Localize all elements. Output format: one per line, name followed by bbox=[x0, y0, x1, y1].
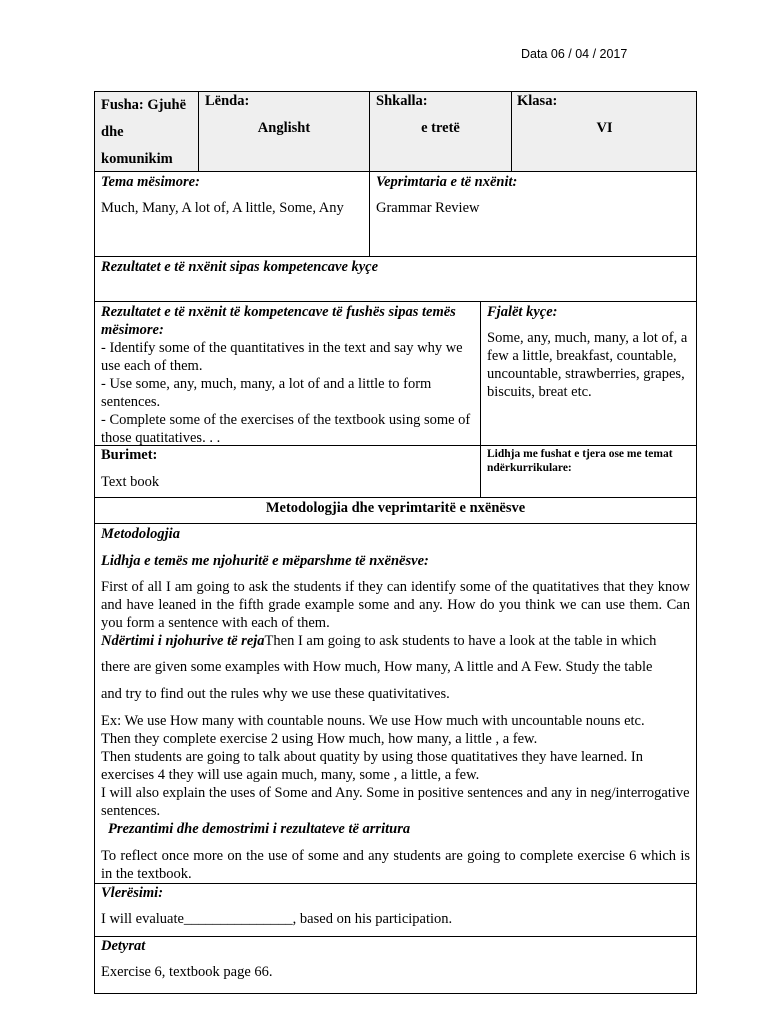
ndertimi-text2: there are given some examples with How much, How many, A little and A Few. Study the table bbox=[101, 659, 653, 675]
header-row bbox=[94, 91, 697, 172]
burimet-row bbox=[94, 445, 697, 498]
metodologjia-label: Metodologjia bbox=[101, 526, 180, 542]
rezultatet-kyce-row bbox=[94, 256, 697, 302]
vleresimi-label: Vlerësimi: bbox=[101, 885, 164, 901]
fjalet-kyce-label: Fjalët kyçe: bbox=[487, 304, 558, 320]
lenda-label: Lënda: bbox=[205, 93, 250, 109]
vleresimi-row bbox=[94, 883, 697, 937]
detyrat-row bbox=[94, 936, 697, 994]
rezultatet-kyce-label: Rezultatet e të nxënit sipas kompetencave kyçe bbox=[101, 259, 379, 275]
ex-line: I will also explain the uses of Some and Any. Some in positive sentences and any in neg/interrogative sentences. bbox=[101, 785, 690, 819]
rezultatet-item: - Use some, any, much, many, a lot of and a little to form sentences. bbox=[101, 376, 432, 410]
burimet-label: Burimet: bbox=[101, 447, 158, 463]
klasa-label: Klasa: bbox=[517, 93, 558, 109]
rezultatet-fushes-row bbox=[94, 301, 697, 446]
veprimtaria-label: Veprimtaria e të nxënit: bbox=[376, 174, 518, 190]
prezantimi-text: To reflect once more on the use of some and any students are going to complete exercise 6 which is in the textbook. bbox=[101, 848, 690, 882]
metodologjia-row bbox=[94, 523, 697, 884]
rezultatet-item: - Complete some of the exercises of the textbook using some of those quatitatives. . . bbox=[101, 412, 471, 446]
ndertimi-text: Then I am going to ask students to have a look at the table in which bbox=[264, 633, 657, 649]
shkalla-label: Shkalla: bbox=[376, 93, 428, 109]
veprimtaria-value: Grammar Review bbox=[376, 200, 480, 216]
metodologjia-content bbox=[101, 524, 690, 883]
burimet-value: Text book bbox=[101, 474, 160, 490]
vleresimi-value: I will evaluate_______________, based on his participation. bbox=[101, 911, 453, 927]
rezultatet-fushes-cell bbox=[101, 303, 475, 447]
prezantimi-label: Prezantimi dhe demostrimi i rezultateve të arritura bbox=[108, 821, 411, 837]
rezultatet-fushes-label: Rezultatet e të nxënit të kompetencave të fushës sipas temës mësimore: bbox=[101, 304, 456, 338]
ex-line: Then they complete exercise 2 using How much, how many, a little , a few. bbox=[101, 731, 538, 747]
detyrat-value: Exercise 6, textbook page 66. bbox=[101, 964, 273, 980]
metodologjia-title-row bbox=[94, 497, 697, 524]
paragraph-intro: First of all I am going to ask the students if they can identify some of the quatitatives that they know and have leaned in the fifth grade example some and any. How do you think we can use them. Can you form a sentence with each of them. bbox=[101, 579, 690, 631]
detyrat-label: Detyrat bbox=[101, 938, 146, 954]
rezultatet-item: - Identify some of the quantitatives in the text and say why we use each of them. bbox=[101, 340, 463, 374]
lidhja-fushat-label: Lidhja me fushat e tjera ose me temat ndërkurrikulare: bbox=[487, 448, 673, 474]
klasa-value: VI bbox=[596, 120, 613, 136]
tema-row bbox=[94, 171, 697, 257]
fusha-cell: Fusha: Gjuhë dhe komunikim bbox=[101, 97, 187, 167]
ndertimi-text3: and try to find out the rules why we use these quativitatives. bbox=[101, 686, 450, 702]
date-label: Data 06 / 04 / 2017 bbox=[521, 47, 628, 61]
tema-value: Much, Many, A lot of, A little, Some, Any bbox=[101, 200, 344, 216]
lidhja-label: Lidhja e temës me njohuritë e mëparshme të nxënësve: bbox=[101, 553, 429, 569]
ndertimi-label: Ndërtimi i njohurive të reja bbox=[101, 633, 265, 649]
tema-label: Tema mësimore: bbox=[101, 174, 200, 190]
metodologjia-title: Metodologjia dhe veprimtaritë e nxënësve bbox=[265, 500, 526, 516]
fjalet-kyce-value: Some, any, much, many, a lot of, a few a little, breakfast, countable, uncountable, strawberries, grapes, biscuits, breat etc. bbox=[487, 330, 688, 400]
ex-line: Ex: We use How many with countable nouns. We use How much with uncountable nouns etc. bbox=[101, 713, 645, 729]
shkalla-value: e tretë bbox=[421, 120, 460, 136]
ex-line: Then students are going to talk about quatity by using those quatitatives they have learned. In exercises 4 they will use again much, many, some , a little, a few. bbox=[101, 749, 644, 783]
ndertimi-line bbox=[101, 632, 690, 650]
lenda-value: Anglisht bbox=[257, 120, 311, 136]
